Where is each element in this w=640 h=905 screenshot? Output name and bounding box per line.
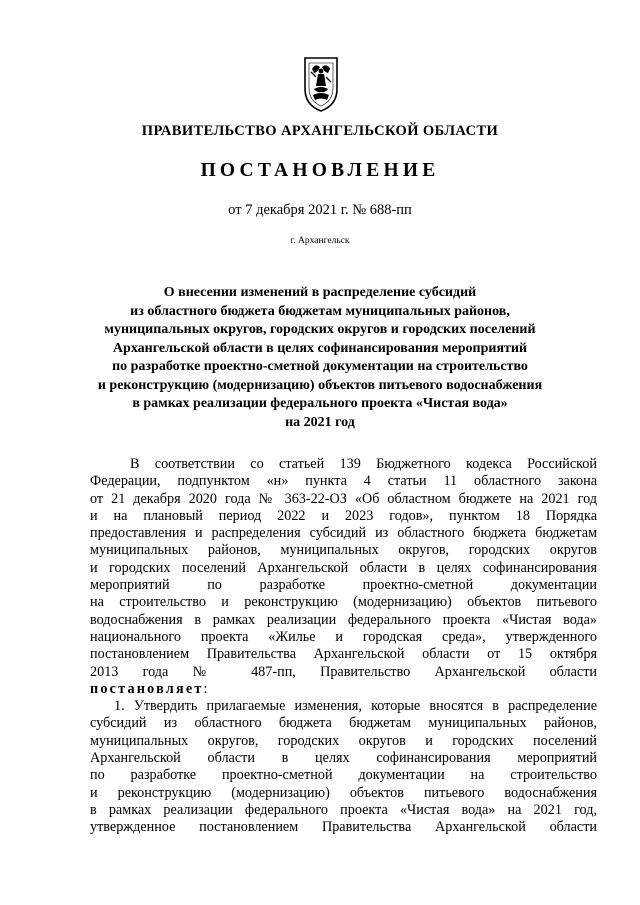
body-line: 2013 года № 487-пп, Правительство Архангельской области [90, 663, 597, 680]
city-line: г. Архангельск [290, 236, 350, 246]
decree-word: постановляет [90, 680, 204, 697]
body-line: на строительство и реконструкцию (модернизацию) объектов питьевого [90, 594, 597, 611]
body-line: водоснабжения в рамках реализации федерального проекта «Чистая вода» [90, 611, 597, 628]
document-title [60, 284, 580, 432]
body-line: Архангельской области в целях софинансирования мероприятий [90, 750, 597, 767]
title-line: О внесении изменений в распределение субсидий [163, 285, 477, 300]
document-type: ПОСТАНОВЛЕНИЕ [200, 160, 440, 181]
body-line: в рамках реализации федерального проекта «Чистая вода» на 2021 год, [90, 801, 597, 818]
title-line: Архангельской области в целях софинансирования мероприятий [112, 340, 528, 356]
decree-line [90, 681, 597, 698]
body-line: утвержденное постановлением Правительства Архангельской области [90, 819, 597, 836]
body-line: и реконструкцию (модернизацию) объектов питьевого водоснабжения [90, 784, 597, 801]
body-line: предоставления и распределения субсидий из областного бюджета бюджетам [90, 525, 597, 542]
document-body [90, 456, 597, 837]
title-line: на 2021 год [285, 414, 355, 430]
date-and-number: от 7 декабря 2021 г. № 688-пп [228, 202, 412, 218]
body-line: муниципальных округов, городских округов и городских поселений [90, 732, 597, 749]
body-line: мероприятий по разработке проектно-сметной документации [90, 577, 597, 594]
coat-of-arms-emblem [302, 55, 340, 113]
body-line: субсидий из областного бюджета бюджетам муниципальных районов, [90, 715, 597, 732]
decree-colon: : [203, 680, 208, 697]
issuing-authority: ПРАВИТЕЛЬСТВО АРХАНГЕЛЬСКОЙ ОБЛАСТИ [141, 123, 499, 139]
body-line: по разработке проектно-сметной документации на строительство [90, 767, 597, 784]
body-line: и на плановый период 2022 и 2023 годов», пунктом 18 Порядка [90, 507, 597, 524]
title-line: по разработке проектно-сметной документации на строительство [112, 359, 528, 374]
title-line: муниципальных округов, городских округов и городских поселений [104, 322, 536, 337]
body-line: и городских поселений Архангельской области в целях софинансирования [90, 559, 597, 576]
body-line: Федерации, подпунктом «н» пункта 4 статьи 11 областного закона [90, 473, 597, 490]
body-line: национального проекта «Жилье и городская среда», утвержденного [90, 628, 597, 645]
body-line: постановлением Правительства Архангельской области от 15 октября [90, 646, 597, 663]
body-line: В соответствии со статьей 139 Бюджетного кодекса Российской [130, 456, 597, 472]
title-line: и реконструкцию (модернизацию) объектов питьевого водоснабжения [97, 377, 543, 393]
title-line: из областного бюджета бюджетам муниципальных районов, [130, 303, 510, 319]
body-line: от 21 декабря 2020 года № 363-22-ОЗ «Об областном бюджете на 2021 год [90, 490, 597, 507]
body-line: муниципальных районов, муниципальных округов, городских округов [90, 542, 597, 559]
title-line: в рамках реализации федерального проекта «Чистая вода» [132, 396, 508, 411]
body-line: 1. Утвердить прилагаемые изменения, которые вносятся в распределение [114, 698, 597, 715]
